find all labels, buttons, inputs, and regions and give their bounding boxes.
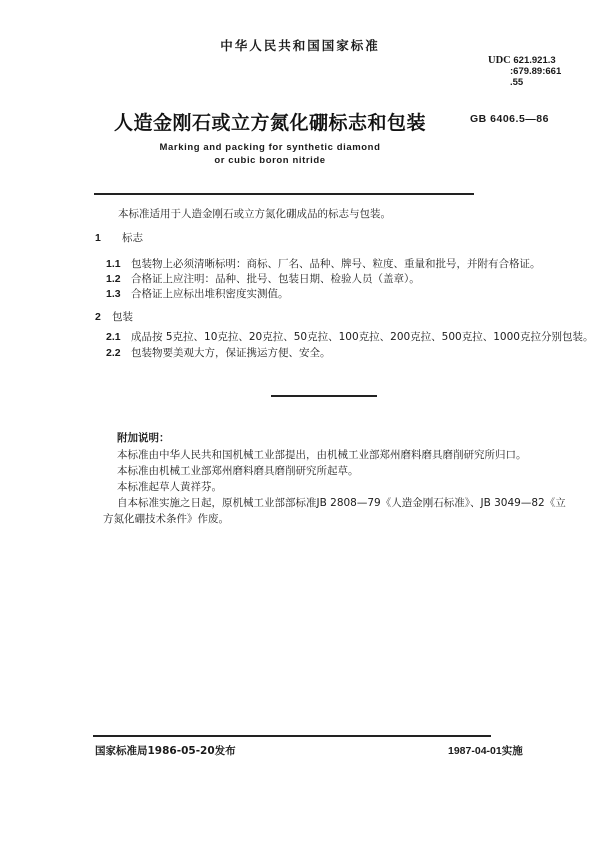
notes-line-1: 本标准由中华人民共和国机械工业部提出，由机械工业部郑州磨料磨具磨削研究所归口。 — [117, 449, 527, 461]
section-title: 标志 — [122, 232, 143, 244]
notes-line-4: 自本标准实施之日起，原机械工业部部标准JB 2808—79《人造金刚石标准》、JB 3049—82《立 — [117, 497, 566, 509]
udc-line-2: :679.89:661 — [510, 66, 562, 77]
scope-paragraph: 本标准适用于人造金刚石或立方氮化硼成品的标志与包装。 — [118, 208, 391, 220]
udc-label: UDC — [488, 55, 511, 66]
clause-text: 包装物上必须清晰标明：商标、厂名、品种、牌号、粒度、重量和批号，并附有合格证。 — [131, 258, 541, 270]
clause-text: 合格证上应标出堆积密度实测值。 — [131, 288, 289, 300]
section-title: 包装 — [112, 311, 133, 323]
clause-2-2 — [106, 347, 331, 360]
section-number: 2 — [95, 311, 101, 323]
end-of-text-rule — [271, 395, 377, 397]
notes-line-2: 本标准由机械工业部郑州磨料磨具磨削研究所起草。 — [117, 465, 359, 477]
udc-line-1: 621.921.3 — [513, 55, 556, 66]
clause-1-3 — [106, 288, 289, 301]
title-en-line-2: or cubic boron nitride — [214, 155, 326, 166]
clause-number: 1.3 — [106, 288, 121, 300]
section-2-heading — [95, 311, 133, 324]
section-number: 1 — [95, 232, 101, 244]
footer-divider — [93, 735, 491, 737]
clause-text: 合格证上应注明：品种、批号、包装日期、检验人员（盖章）。 — [131, 273, 420, 285]
header-divider — [94, 193, 474, 195]
section-1-heading — [95, 232, 143, 245]
clause-number: 1.1 — [106, 258, 121, 270]
notes-line-3: 本标准起草人黄祥芬。 — [117, 481, 222, 493]
national-standard-heading: 中华人民共和国国家标准 — [220, 38, 380, 53]
clause-number: 1.2 — [106, 273, 121, 285]
clause-text: 成品按 5克拉、10克拉、20克拉、50克拉、100克拉、200克拉、500克拉、1000克拉分别包装。 — [131, 331, 594, 343]
clause-number: 2.1 — [106, 331, 121, 343]
udc-classification — [488, 55, 561, 88]
clause-number: 2.2 — [106, 347, 121, 359]
clause-1-1 — [106, 258, 541, 271]
clause-text: 包装物要美观大方，保证携运方便、安全。 — [131, 347, 331, 359]
title-en-line-1: Marking and packing for synthetic diamond — [159, 142, 381, 153]
issue-date: 国家标准局1986-05-20发布 — [95, 745, 236, 757]
notes-heading: 附加说明： — [117, 432, 170, 444]
document-title-en — [0, 141, 540, 167]
clause-2-1 — [106, 331, 593, 344]
gb-standard-code: GB 6406.5—86 — [470, 113, 549, 125]
notes-line-5: 方氮化硼技术条件》作废。 — [103, 513, 229, 525]
effective-date: 1987-04-01实施 — [448, 745, 523, 757]
udc-line-3: .55 — [510, 77, 524, 88]
document-title-cn: 人造金刚石或立方氮化硼标志和包装 — [113, 112, 426, 134]
clause-1-2 — [106, 273, 420, 286]
